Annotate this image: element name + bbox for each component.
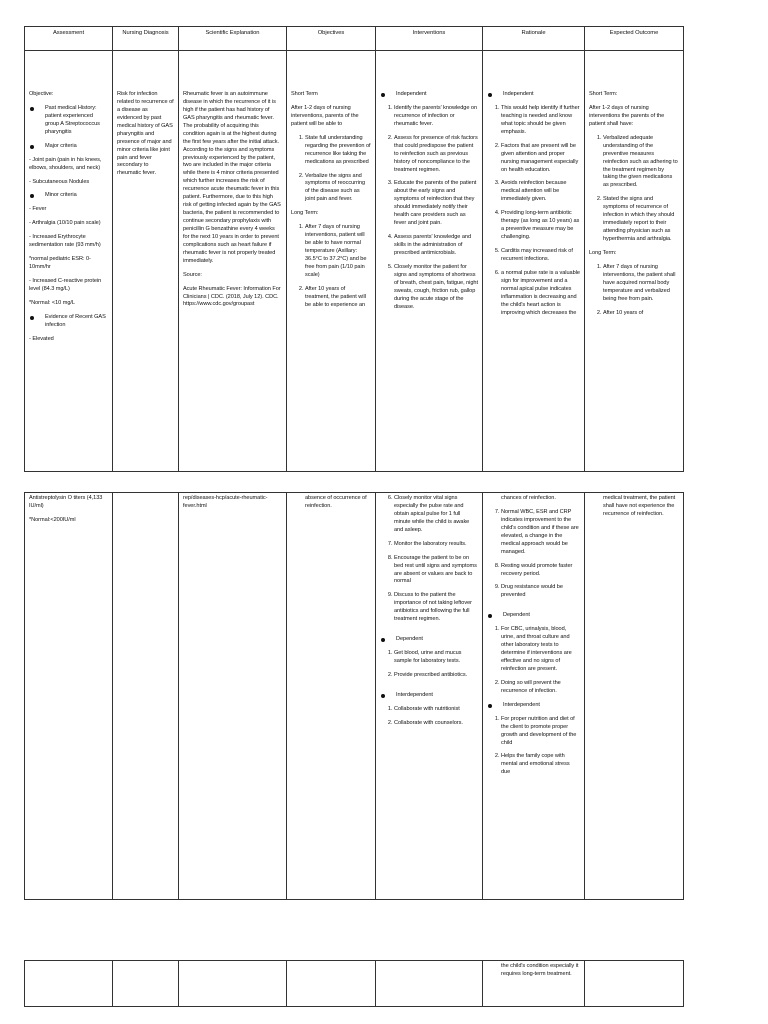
evidence-item: Evidence of Recent GAS infection bbox=[29, 314, 108, 330]
crp-normal-text: *Normal: <10 mg/L bbox=[29, 299, 75, 306]
source-text-cont: rep/diseases-hcp/acute-rheumatic-fever.html bbox=[183, 495, 268, 509]
rationale-dependent-label: Dependent bbox=[487, 612, 580, 620]
intervention-item: 7. Monitor the laboratory results. bbox=[394, 541, 478, 549]
explanation-cell bbox=[179, 961, 287, 1007]
outcome-long-item: 1. After 7 days of nursing interventions, the patient shall have acquired normal body temperature and verbalized being free from pain. bbox=[603, 264, 679, 304]
minor-criteria-item: Minor criteria bbox=[29, 192, 108, 200]
objectives-long-list bbox=[291, 224, 371, 309]
objectives-long-cont: absence of occurrence of reinfection. bbox=[305, 495, 367, 509]
crp-text: - Increased C-reactive protein level (84.3 mg/L) bbox=[29, 278, 102, 292]
intervention-item: 1. Get blood, urine and mucus sample for laboratory tests. bbox=[394, 650, 478, 666]
objectives-short-intro: After 1-2 days of nursing interventions, parents of the patient will be able to bbox=[291, 104, 359, 127]
fever-text: - Fever bbox=[29, 206, 47, 213]
header-row bbox=[25, 27, 684, 51]
aso-text: Antistreptolysin O titers (4,133 IU/ml) bbox=[29, 495, 103, 509]
interventions-independent-list-cont bbox=[380, 495, 478, 624]
explanation-text: Rheumatic fever is an autoimmune disease in which the recurrence of it is high if the patient has had history of GAS pharyngitis and rheumatic fever. The probability of acquiring this condition again is at the highest during the first few years after the initial attack. According to the signs and symptoms previously experienced by the patient, two are included in the major criteria while there is 4 minor criteria presented which further increases the risk of recurrence acute rheumatic fever in this patient. Furthermore, due to this high risk of getting infected again by the GAS bacteria, the patient is recommended to continue secondary prophylaxis with penicillin G benzathine every 4 weeks for the next 10 years in order to prevent complications such as heart failure if rheumatic fever is not properly treated immediately. bbox=[183, 91, 281, 264]
diagnosis-text: Risk for infection related to recurrence of a disease as evidenced by past medical history of GAS pharyngitis and presence of major and minor criteria like joint pain and fever secondary to rheumatic fever. bbox=[117, 91, 174, 177]
dependent-label: Dependent bbox=[380, 636, 478, 644]
header-objectives: Objectives bbox=[287, 27, 376, 51]
header-scientific-explanation: Scientific Explanation bbox=[179, 27, 287, 51]
assessment-cell bbox=[25, 961, 113, 1007]
rationale-item: 4. Providing long-term antibiotic therapy (as long as 10 years) as a preventive measure may be challenging. bbox=[501, 210, 580, 242]
interventions-dependent-list bbox=[380, 650, 478, 680]
intervention-item: 8. Encourage the patient to be on bed rest until signs and symptoms are absent or values are back to normal bbox=[394, 555, 478, 587]
source-text: Acute Rheumatic Fever: Information For Clinicians | CDC. (2018, July 12). CDC. https://www.cdc.gov/groupast bbox=[183, 285, 281, 308]
header-assessment: Assessment bbox=[25, 27, 113, 51]
intervention-item: 1. Identify the parents' knowledge on recurrence of infection or rheumatic fever. bbox=[394, 105, 478, 129]
objectives-short-list bbox=[291, 135, 371, 205]
minor-criteria-list bbox=[29, 192, 108, 200]
interventions-independent-list bbox=[380, 105, 478, 312]
assessment-cell bbox=[25, 493, 113, 900]
rationale-interdependent-label: Interdependent bbox=[487, 702, 580, 710]
interventions-interdependent-heading bbox=[380, 692, 478, 700]
outcome-short-list bbox=[589, 135, 679, 244]
rationale-interdependent-heading bbox=[487, 702, 580, 710]
header-rationale: Rationale bbox=[483, 27, 585, 51]
arthralgia-text: - Arthralgia (10/10 pain scale) bbox=[29, 220, 101, 227]
intervention-item: 9. Discuss to the patient the importance of not taking leftover antibiotics and following the full treatment regimen. bbox=[394, 592, 478, 624]
outcome-cell bbox=[585, 961, 684, 1007]
interventions-independent-heading bbox=[380, 91, 478, 99]
outcome-long-cont: medical treatment, the patient shall have not experience the recurrence of reinfection. bbox=[603, 495, 676, 517]
care-plan-row-continued bbox=[25, 493, 684, 900]
intervention-item: 4. Assess parents' knowledge and skills in the administration of prescribed antimicrobials. bbox=[394, 234, 478, 258]
outcome-short-label: Short Term: bbox=[589, 91, 618, 97]
interventions-interdependent-list bbox=[380, 706, 478, 728]
rationale-item: 2. Doing so will prevent the recurrence of infection. bbox=[501, 680, 580, 696]
intervention-item: 1. Collaborate with nutritionist bbox=[394, 706, 478, 714]
rationale-item: 5. Carditis may increased risk of recurrent infections. bbox=[501, 248, 580, 264]
diagnosis-cell bbox=[113, 51, 179, 472]
outcome-cell bbox=[585, 51, 684, 472]
outcome-short-item: 2. Stated the signs and symptoms of recurrence of infection in which they should immediately report to their attending physician such as hyperthermia and arthralgia. bbox=[603, 196, 679, 244]
outcome-long-list bbox=[589, 264, 679, 318]
intervention-item: 3. Educate the parents of the patient about the early signs and symptoms of reinfection that they should immediately notify their health care providers such as fever and joint pain. bbox=[394, 180, 478, 228]
outcome-cell bbox=[585, 493, 684, 900]
care-plan-section-3 bbox=[24, 960, 683, 1007]
objectives-cell bbox=[287, 51, 376, 472]
outcome-short-item: 1. Verbalized adequate understanding of the preventive measures reinfection such as adhering to the treatment regimen by taking the given medications as prescribed. bbox=[603, 135, 679, 191]
objectives-cell bbox=[287, 961, 376, 1007]
outcome-long-label: Long Term: bbox=[589, 249, 617, 256]
care-plan-table-continued bbox=[24, 492, 684, 900]
rationale-final-cont: the child's condition especially it requires long-term treatment. bbox=[501, 963, 579, 977]
rationale-item: 3. Avoids reinfection because medical attention will be immediately given. bbox=[501, 180, 580, 204]
rationale-cell bbox=[483, 961, 585, 1007]
esr-normal-text: *normal pediatric ESR: 0-10mm/hr bbox=[29, 256, 91, 271]
rationale-dependent-list bbox=[487, 626, 580, 696]
nodules-text: - Subcutaneous Nodules bbox=[29, 178, 90, 185]
aso-normal-text: *Normal:<200IU/ml bbox=[29, 516, 76, 523]
explanation-cell bbox=[179, 51, 287, 472]
objectives-cell bbox=[287, 493, 376, 900]
rationale-independent-heading bbox=[487, 91, 580, 99]
evidence-list bbox=[29, 314, 108, 330]
outcome-short-intro: After 1-2 days of nursing interventions the parents of the patient shall have: bbox=[589, 104, 665, 127]
explanation-cell bbox=[179, 493, 287, 900]
rationale-item: 1. For CBC, urinalysis, blood, urine, and throat culture and other laboratory tests to determine if interventions are effective and no signs of reinfection are present. bbox=[501, 626, 580, 674]
objectives-long-item: 1. After 7 days of nursing interventions, patient will be able to have normal temperature (Axillary: 36.5°C to 37.2°C) and be free from pain (1/10 pain scale) bbox=[305, 224, 371, 280]
objectives-long-item: 2. After 10 years of treatment, the patient will be able to experience an bbox=[305, 286, 371, 310]
diagnosis-cell bbox=[113, 961, 179, 1007]
assessment-list bbox=[29, 105, 108, 151]
header-interventions: Interventions bbox=[376, 27, 483, 51]
header-expected-outcome: Expected Outcome bbox=[585, 27, 684, 51]
rationale-item: 2. Factors that are present will be given attention and proper nursing management especially on health education. bbox=[501, 143, 580, 175]
source-label: Source: bbox=[183, 271, 202, 278]
intervention-item: 5. Closely monitor the patient for signs and symptoms of shortness of breath, chest pain, fatigue, night sweats, cough, friction rub, gallop during the acute stage of the disease. bbox=[394, 264, 478, 312]
intervention-item: 2. Provide prescribed antibiotics. bbox=[394, 672, 478, 680]
rationale-item: 7. Normal WBC, ESR and CRP indicates improvement to the child's condition and if these are elevated, a change in the medical approach would be managed. bbox=[501, 509, 580, 557]
objectives-short-item: 1. State full understanding regarding the prevention of recurrence like taking the medications as prescribed bbox=[305, 135, 371, 167]
rationale-item: 1. This would help identify if further teaching is needed and know what topic should be given emphasis. bbox=[501, 105, 580, 137]
assessment-cell bbox=[25, 51, 113, 472]
interdependent-label: Interdependent bbox=[380, 692, 478, 700]
rationale-cell bbox=[483, 493, 585, 900]
care-plan-table bbox=[24, 26, 684, 472]
rationale-list bbox=[487, 105, 580, 318]
rationale-item: 8. Resting would promote faster recovery period. bbox=[501, 563, 580, 579]
major-criteria-item: Major criteria bbox=[29, 143, 108, 151]
esr-text: - Increased Erythrocyte sedimentation rate (93 mm/h) bbox=[29, 234, 101, 249]
header-nursing-diagnosis: Nursing Diagnosis bbox=[113, 27, 179, 51]
care-plan-row-end bbox=[25, 961, 684, 1007]
intervention-item: 2. Assess for presence of risk factors that could predispose the patient to reinfection such as previous history of noncompliance to the treatment regimen. bbox=[394, 135, 478, 175]
rationale-interdependent-list bbox=[487, 716, 580, 778]
rationale-item6-cont: chances of reinfection. bbox=[501, 495, 556, 501]
rationale-item: 2. Helps the family cope with mental and emotional stress due bbox=[501, 753, 580, 777]
objectives-short-item: 2. Verbalize the signs and symptoms of reoccurring of the disease such as joint pain and fever. bbox=[305, 173, 371, 205]
rationale-list-cont bbox=[487, 509, 580, 600]
care-plan-section-1 bbox=[24, 26, 683, 472]
intervention-item: 6. Closely monitor vital signs especially the pulse rate and obtain apical pulse for 1 full minute while the child is awake and asleep. bbox=[394, 495, 478, 535]
diagnosis-cell bbox=[113, 493, 179, 900]
interventions-cell bbox=[376, 961, 483, 1007]
joint-pain-text: - Joint pain (pain in his knees, elbows, shoulders, and neck) bbox=[29, 156, 102, 171]
rationale-dependent-heading bbox=[487, 612, 580, 620]
care-plan-section-2 bbox=[24, 492, 683, 900]
rationale-item: 1. For proper nutrition and diet of the client to promote proper growth and development of the child bbox=[501, 716, 580, 748]
independent-label: Independent bbox=[380, 91, 478, 99]
outcome-long-item: 2. After 10 years of bbox=[603, 310, 679, 318]
rationale-item: 6. a normal pulse rate is a valuable sign for improvement and a normal apical pulse indicates inflammation is decreasing and the child's heart action is improving which decreases the bbox=[501, 270, 580, 318]
intervention-item: 2. Collaborate with counselors. bbox=[394, 720, 478, 728]
elevated-text: - Elevated bbox=[29, 335, 54, 342]
past-history-item: Past medical History: patient experienced group A Streptococcus pharyngitis bbox=[29, 105, 108, 137]
care-plan-row bbox=[25, 51, 684, 472]
rationale-cell bbox=[483, 51, 585, 472]
interventions-cell bbox=[376, 493, 483, 900]
objectives-short-label: Short Term bbox=[291, 91, 318, 97]
objective-label: Objective: bbox=[29, 91, 54, 97]
interventions-dependent-heading bbox=[380, 636, 478, 644]
care-plan-table-end bbox=[24, 960, 684, 1007]
rationale-item: 9. Drug resistance would be prevented bbox=[501, 584, 580, 600]
interventions-cell bbox=[376, 51, 483, 472]
rationale-independent-label: Independent bbox=[487, 91, 580, 99]
objectives-long-label: Long Term: bbox=[291, 210, 319, 217]
